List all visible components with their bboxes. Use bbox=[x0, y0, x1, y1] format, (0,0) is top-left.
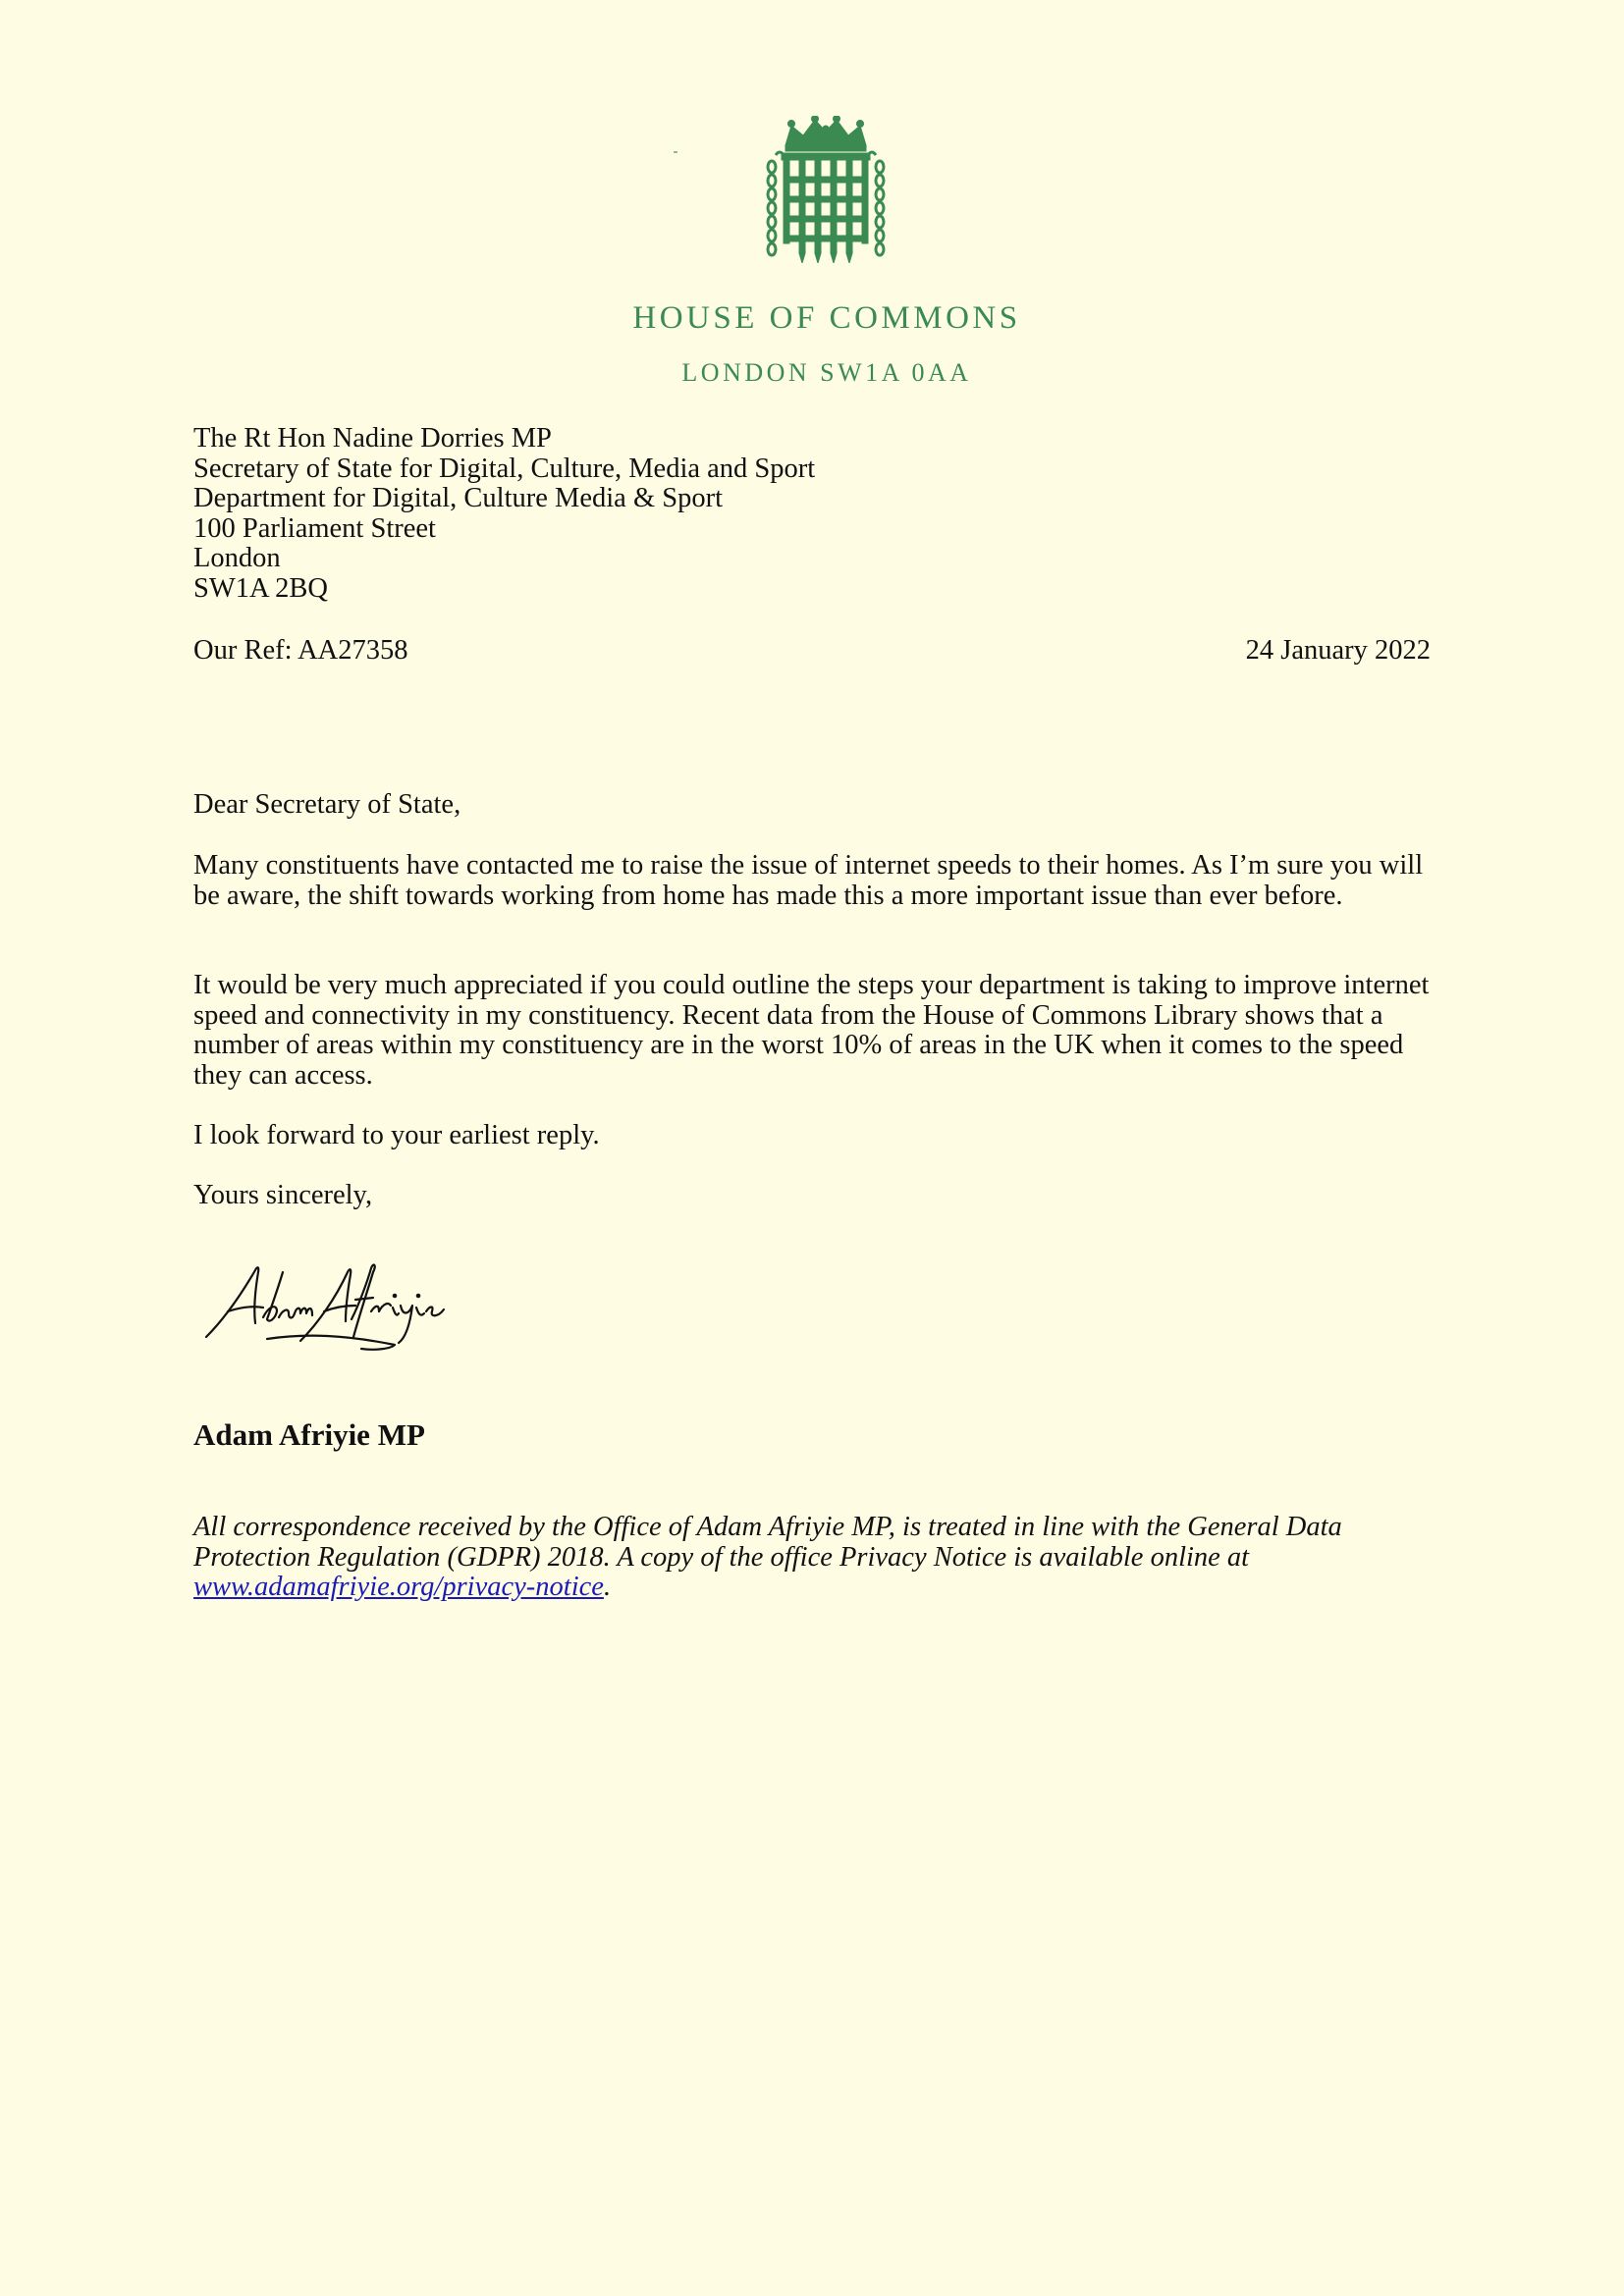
reference-number: Our Ref: AA27358 bbox=[193, 635, 408, 666]
letter-date: 24 January 2022 bbox=[1245, 635, 1431, 666]
recipient-line: SW1A 2BQ bbox=[193, 572, 328, 604]
signatory-name: Adam Afriyie MP bbox=[193, 1417, 425, 1452]
disclaimer-text: All correspondence received by the Office of Adam Afriyie MP, is treated in line with the General Data Protection Regulation (GDPR) 2018. A copy of the office Privacy Notice is available online at bbox=[193, 1512, 1342, 1573]
body-paragraph: I look forward to your earliest reply. bbox=[193, 1120, 600, 1150]
closing: Yours sincerely, bbox=[193, 1180, 373, 1210]
recipient-line: Secretary of State for Digital, Culture, Media and Sport bbox=[193, 453, 816, 484]
disclaimer-suffix: . bbox=[603, 1572, 612, 1602]
reference-line bbox=[193, 636, 1431, 667]
recipient-line: The Rt Hon Nadine Dorries MP bbox=[193, 423, 552, 454]
organisation-address: LONDON SW1A 0AA bbox=[681, 358, 972, 387]
salutation: Dear Secretary of State, bbox=[193, 789, 461, 820]
body-paragraph: Many constituents have contacted me to raise the issue of internet speeds to their homes. As I’m sure you will be aware, the shift towards working from home has made this a more important issue than ever before. bbox=[193, 850, 1424, 911]
body-paragraph: It would be very much appreciated if you could outline the steps your department is taking to improve internet speed and connectivity in my constituency. Recent data from the House of Commons Library shows that a number of areas within my constituency are in the worst 10% of areas in the UK when it comes to the speed they can access. bbox=[193, 970, 1430, 1091]
portcullis-icon bbox=[764, 116, 888, 263]
recipient-line: Department for Digital, Culture Media & Sport bbox=[193, 483, 724, 513]
handwritten-signature bbox=[198, 1243, 465, 1359]
organisation-name: HOUSE OF COMMONS bbox=[632, 300, 1021, 336]
recipient-line: 100 Parliament Street bbox=[193, 512, 436, 544]
recipient-address bbox=[193, 424, 1273, 604]
privacy-notice-link[interactable]: www.adamafriyie.org/privacy-notice bbox=[193, 1572, 604, 1602]
stray-mark bbox=[674, 151, 677, 153]
privacy-disclaimer bbox=[193, 1513, 1411, 1603]
recipient-line: London bbox=[193, 543, 281, 573]
letterhead bbox=[0, 0, 1624, 402]
